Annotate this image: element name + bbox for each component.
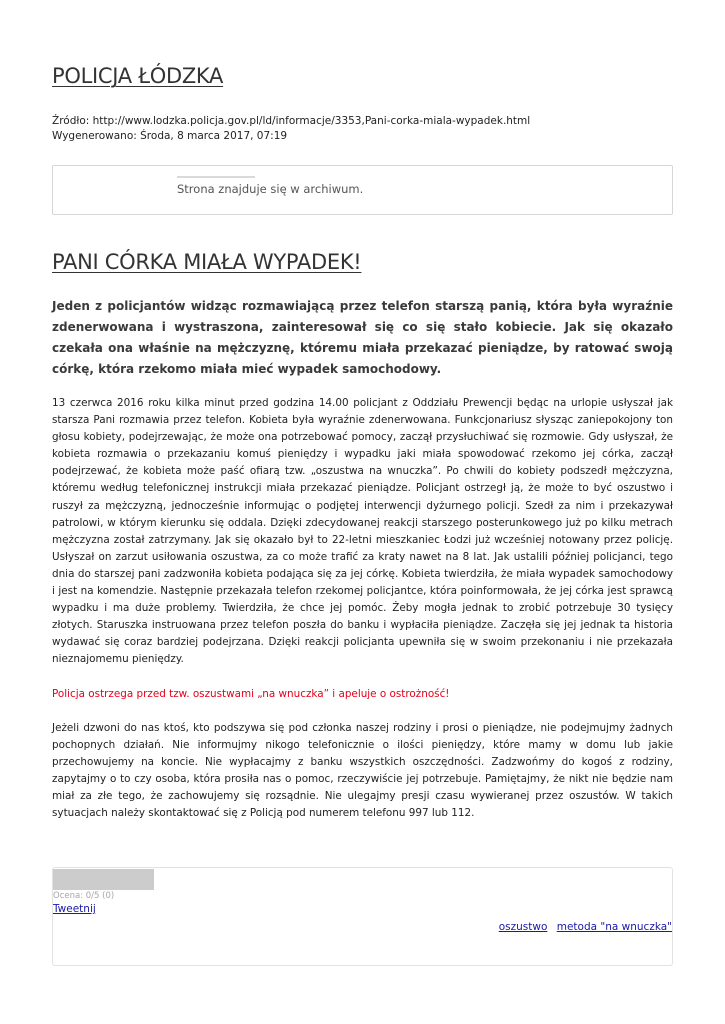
article-footer xyxy=(52,867,673,966)
tag-list xyxy=(493,921,672,933)
archive-divider xyxy=(177,176,255,178)
tweet-link[interactable]: Tweetnij xyxy=(53,903,96,915)
site-title: POLICJA ŁÓDZKA xyxy=(52,64,224,88)
archive-notice xyxy=(52,165,673,215)
archive-notice-text: Strona znajduje się w archiwum. xyxy=(177,182,364,196)
tag-link-oszustwo[interactable]: oszustwo xyxy=(498,921,548,933)
tag-link-na-wnuczka[interactable]: metoda "na wnuczka" xyxy=(556,921,672,933)
document-meta xyxy=(52,114,530,144)
article-lead: Jeden z policjantów widząc rozmawiającą przez telefon starszą panią, która była wyraźnie zdenerwowana i wystraszona, zainteresował się co się stało kobiecie. Jak się okazało czekała ona właśnie na mężczyznę, któremu miała przekazać pieniądze, by ratować swoją córkę, która rzekomo miała mieć wypadek samochodowy. xyxy=(52,299,673,376)
article-warning: Policja ostrzega przed tzw. oszustwami „na wnuczka” i apeluje o ostrożność! xyxy=(52,687,450,700)
rating-stars-widget[interactable] xyxy=(53,869,154,890)
source-line: Źródło: http://www.lodzka.policja.gov.pl/ld/informacje/3353,Pani-corka-miala-wypadek.html xyxy=(52,115,531,127)
rating-text: Ocena: 0/5 (0) xyxy=(53,891,115,901)
generated-line: Wygenerowano: Środa, 8 marca 2017, 07:19 xyxy=(52,130,288,142)
article-paragraph-2: Jeżeli dzwoni do nas ktoś, kto podszywa się pod członka naszej rodziny i prosi o pieniądze, nie podejmujmy żadnych pochopnych działań. Nie informujmy nikogo telefonicznie o ilości pieniędzy, które mamy w domu lub jakie przechowujemy na koncie. Nie wypłacajmy z banku wszystkich oszczędności. Zadzwońmy do kogoś z rodziny, zapytajmy o to czy osoba, która prosiła nas o pomoc, rzeczywiście jej potrzebuje. Pamiętajmy, że nikt nie będzie nam miał za złe tego, że zachowujemy się rozsądnie. Nie ulegajmy presji czasu wywieranej przez oszustów. W takich sytuacjach należy skontaktować się z Policją pod numerem telefonu 997 lub 112. xyxy=(52,721,673,820)
article-paragraph-1: 13 czerwca 2016 roku kilka minut przed godzina 14.00 policjant z Oddziału Prewencji będąc na urlopie usłyszał jak starsza Pani rozmawia przez telefon. Kobieta była wyraźnie zdenerwowana. Funkcjonariusz słysząc zaniepokojony ton głosu kobiety, podejrzewając, że może ona potrzebować pomocy, zaczął przysłuchiwać się rozmowie. Gdy usłyszał, że kobieta rozmawia o przekazaniu komuś pieniędzy i wypadku jaki miała spowodować rzekomo jej córka, zaczął podejrzewać, że kobieta może paść ofiarą tzw. „oszustwa na wnuczka”. Po chwili do kobiety podszedł mężczyzna, któremu według telefonicznej instrukcji miała przekazać pieniądze. Policjant ostrzegł ją, że może to być oszustwo i ruszył za mężczyzną, jednocześnie informując o podjętej interwencji dyżurnego policji. Szedł za nim i przekazywał patrolowi, w którym kierunku się oddala. Dzięki zdecydowanej reakcji starszego posterunkowego już po kilku metrach mężczyzna został zatrzymany. Jak się okazało był to 22-letni mieszkaniec Łodzi już wcześniej notowany przez policję. Usłyszał on zarzut usiłowania oszustwa, za co może trafić za kraty nawet na 8 lat. Jak ustalili później policjanci, tego dnia do starszej pani zadzwoniła kobieta podająca się za jej córkę. Kobieta twierdziła, że miała wypadek samochodowy i jest na komendzie. Następnie przekazała telefon rzekomej policjantce, która poinformowała, że jej córka jest sprawcą wypadku i ma duże problemy. Twierdziła, że chce jej pomóc. Żeby mogła jednak to zrobić potrzebuje 30 tysięcy złotych. Staruszka instruowana przez telefon poszła do banku i wypłaciła pieniądze. Zaczęła się jej jednak ta historia wydawać się coraz bardziej podejrzana. Dzięki reakcji policjanta upewniła się w swoim przekonaniu i nie przekazała nieznajomemu pieniędzy. xyxy=(52,397,673,666)
article-title: PANI CÓRKA MIAŁA WYPADEK! xyxy=(52,250,362,274)
article-body xyxy=(52,395,673,839)
